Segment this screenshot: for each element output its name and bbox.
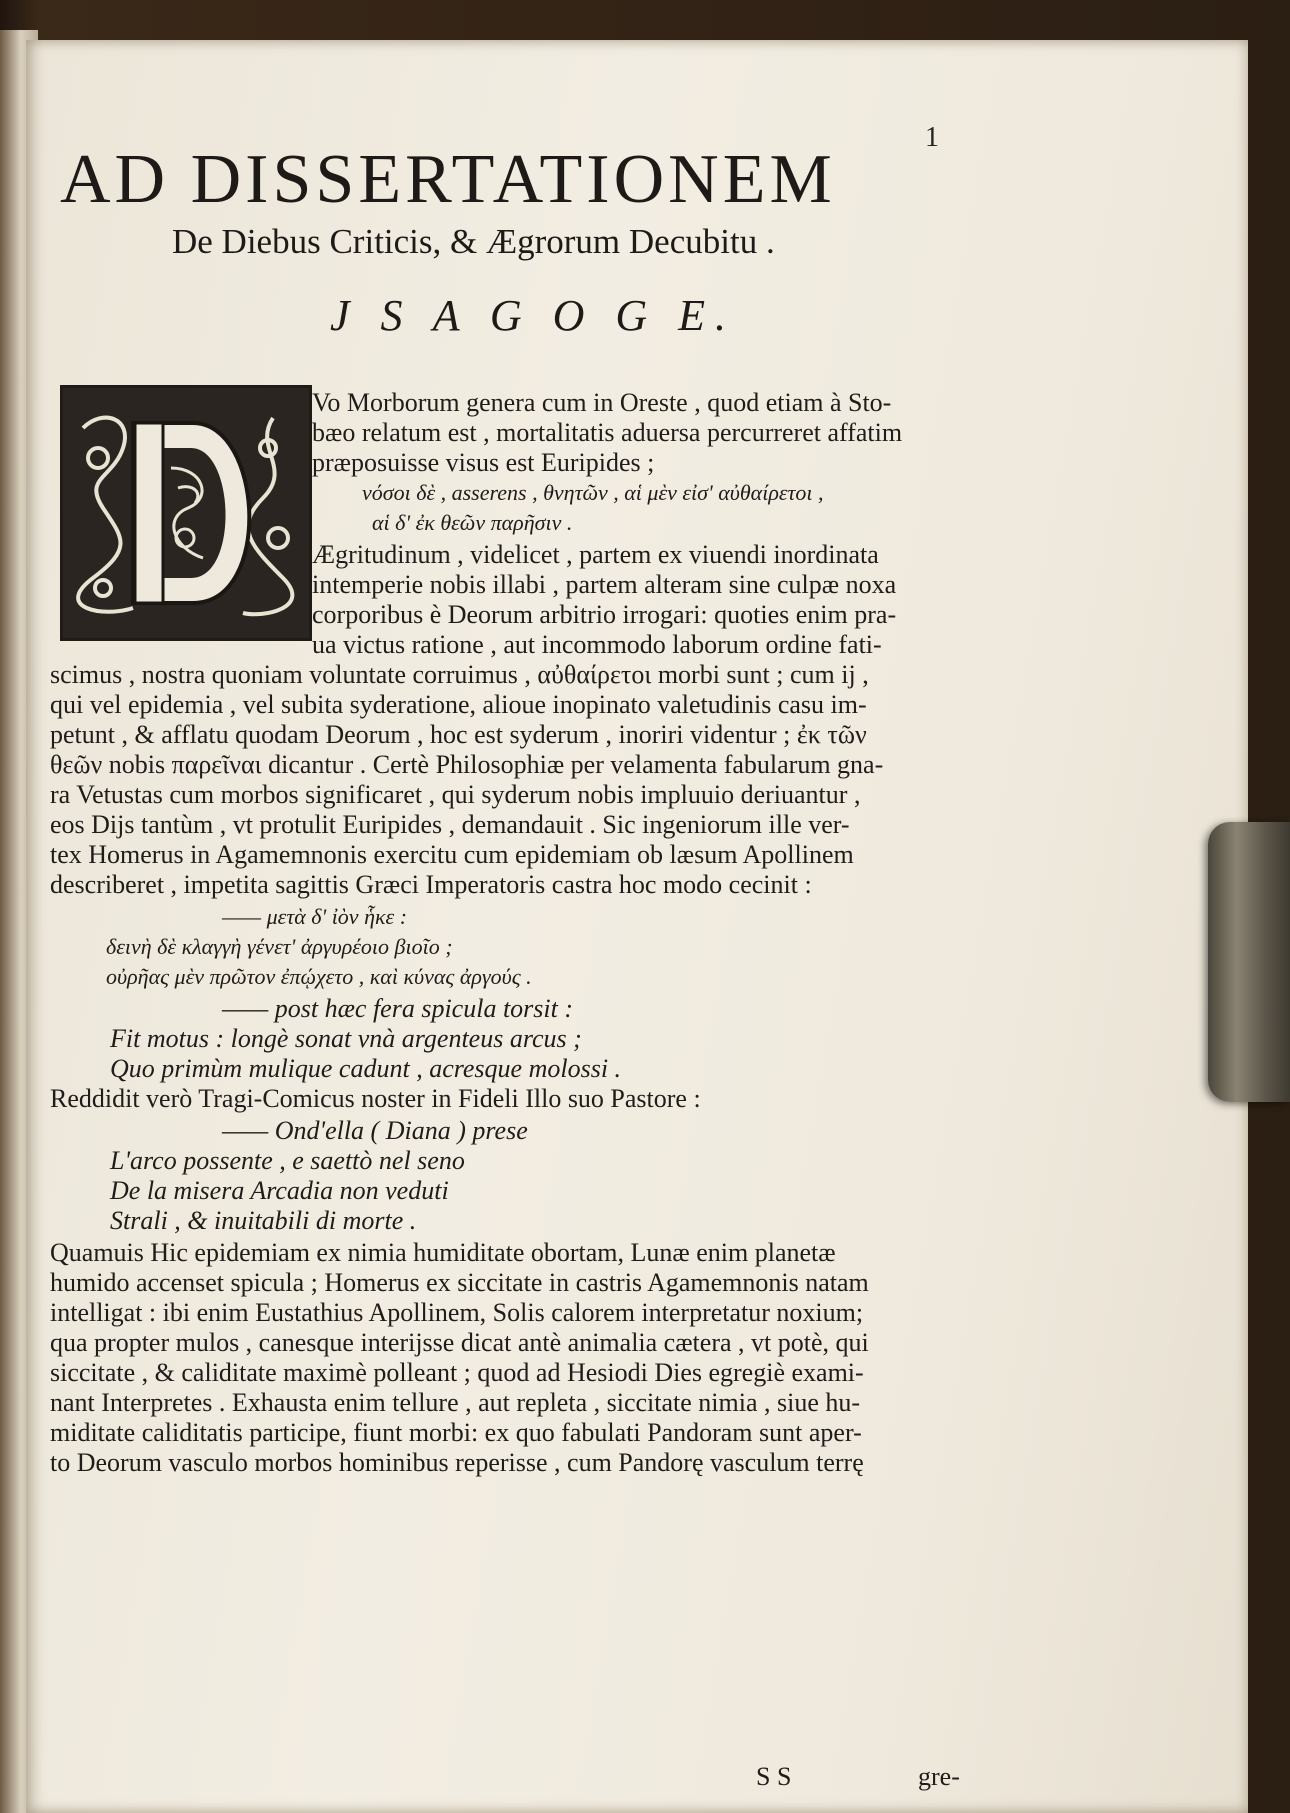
text-line: ua victus ratione , aut incommodo laborum ordine fati-	[312, 630, 882, 659]
metal-clasp	[1208, 822, 1290, 1102]
catchword: gre-	[918, 1762, 960, 1791]
text-line: Strali , & inuitabili di morte .	[110, 1206, 417, 1235]
signature-mark: S S	[756, 1762, 792, 1791]
text-line: L'arco possente , e saettò nel seno	[110, 1146, 465, 1175]
text-line: δεινὴ δὲ κλαγγὴ γένετ' ἀργυρέοιο βιοῖο ;	[106, 934, 453, 959]
text-line: qui vel epidemia , vel subita syderatione, alioue inopinato valetudinis casu im-	[50, 690, 867, 719]
text-line: Ægritudinum , videlicet , partem ex viuendi inordinata	[312, 540, 879, 569]
text-line: Vo Morborum genera cum in Oreste , quod etiam à Sto-	[312, 388, 892, 417]
text-line: describeret , impetita sagittis Græci Imperatoris castra hoc modo cecinit :	[50, 870, 812, 899]
text-line: eos Dijs tantùm , vt protulit Euripides , demandauit . Sic ingeniorum ille ver-	[50, 810, 850, 839]
text-line: De la misera Arcadia non veduti	[110, 1176, 449, 1205]
text-line: θεῶν nobis παρεῖναι dicantur . Certè Philosophiæ per velamenta fabularum gna-	[50, 750, 884, 779]
text-line: qua propter mulos , canesque interijsse dicat antè animalia cætera , vt potè, qui	[50, 1328, 869, 1357]
text-line: Fit motus : longè sonat vnà argenteus arcus ;	[110, 1024, 582, 1053]
text-line: νόσοι δὲ , asserens , θνητῶν , αἱ μὲν εἰσ' αὐθαίρετοι ,	[362, 480, 824, 505]
text-line: humido accenset spicula ; Homerus ex siccitate in castris Agamemnonis natam	[50, 1268, 869, 1297]
text-line: tex Homerus in Agamemnonis exercitu cum epidemiam ob læsum Apollinem	[50, 840, 854, 869]
text-line: Quo primùm mulique cadunt , acresque molossi .	[110, 1054, 622, 1083]
text-line: petunt , & afflatu quodam Deorum , hoc est syderum , inoriri videntur ; ἐκ τῶν	[50, 720, 867, 749]
text-line: οὐρῆας μὲν πρῶτον ἐπῴχετο , καὶ κύνας ἀργούς .	[106, 964, 532, 989]
page-subtitle: De Diebus Criticis, & Ægrorum Decubitu .	[172, 222, 775, 261]
text-line: miditate caliditatis participe, fiunt morbi: ex quo fabulati Pandoram sunt aper-	[50, 1418, 862, 1447]
text-line: Quamuis Hic epidemiam ex nimia humiditate obortam, Lunæ enim planetæ	[50, 1238, 836, 1267]
text-line: —— μετὰ δ' ἰὸν ἧκε :	[222, 904, 408, 929]
text-line: Reddidit verò Tragi-Comicus noster in Fideli Illo suo Pastore :	[50, 1084, 701, 1113]
decorated-initial-d-icon	[63, 388, 309, 638]
text-line: —— post hæc fera spicula torsit :	[222, 994, 574, 1023]
text-line: —— Ond'ella ( Diana ) prese	[222, 1116, 528, 1145]
text-line: intemperie nobis illabi , partem alteram sine culpæ noxa	[312, 570, 897, 599]
section-heading: J S A G O G E.	[330, 291, 737, 340]
text-line: to Deorum vasculo morbos hominibus reperisse , cum Pandorę vasculum terrę	[50, 1448, 864, 1477]
text-line: αἱ δ' ἐκ θεῶν παρῆσιν .	[372, 510, 573, 535]
text-line: corporibus è Deorum arbitrio irrogari: quoties enim pra-	[312, 600, 897, 629]
text-line: præposuisse visus est Euripides ;	[312, 448, 655, 477]
folio-number: 1	[925, 122, 939, 153]
text-line: scimus , nostra quoniam voluntate corruimus , αὐθαίρετοι morbi sunt ; cum ij ,	[50, 660, 869, 689]
text-line: bæo relatum est , mortalitatis aduersa percurreret affatim	[312, 418, 903, 447]
text-line: intelligat : ibi enim Eustathius Apollinem, Solis calorem interpretatur noxium;	[50, 1298, 864, 1327]
page-title: AD DISSERTATIONEM	[60, 141, 836, 218]
text-line: ra Vetustas cum morbos significaret , qui syderum nobis impluuio deriuantur ,	[50, 780, 861, 809]
text-line: nant Interpretes . Exhausta enim tellure , aut repleta , siccitate nimia , siue hu-	[50, 1388, 861, 1417]
text-line: siccitate , & caliditate maximè polleant ; quod ad Hesiodi Dies egregiè exami-	[50, 1358, 864, 1387]
decorated-initial	[60, 385, 312, 641]
